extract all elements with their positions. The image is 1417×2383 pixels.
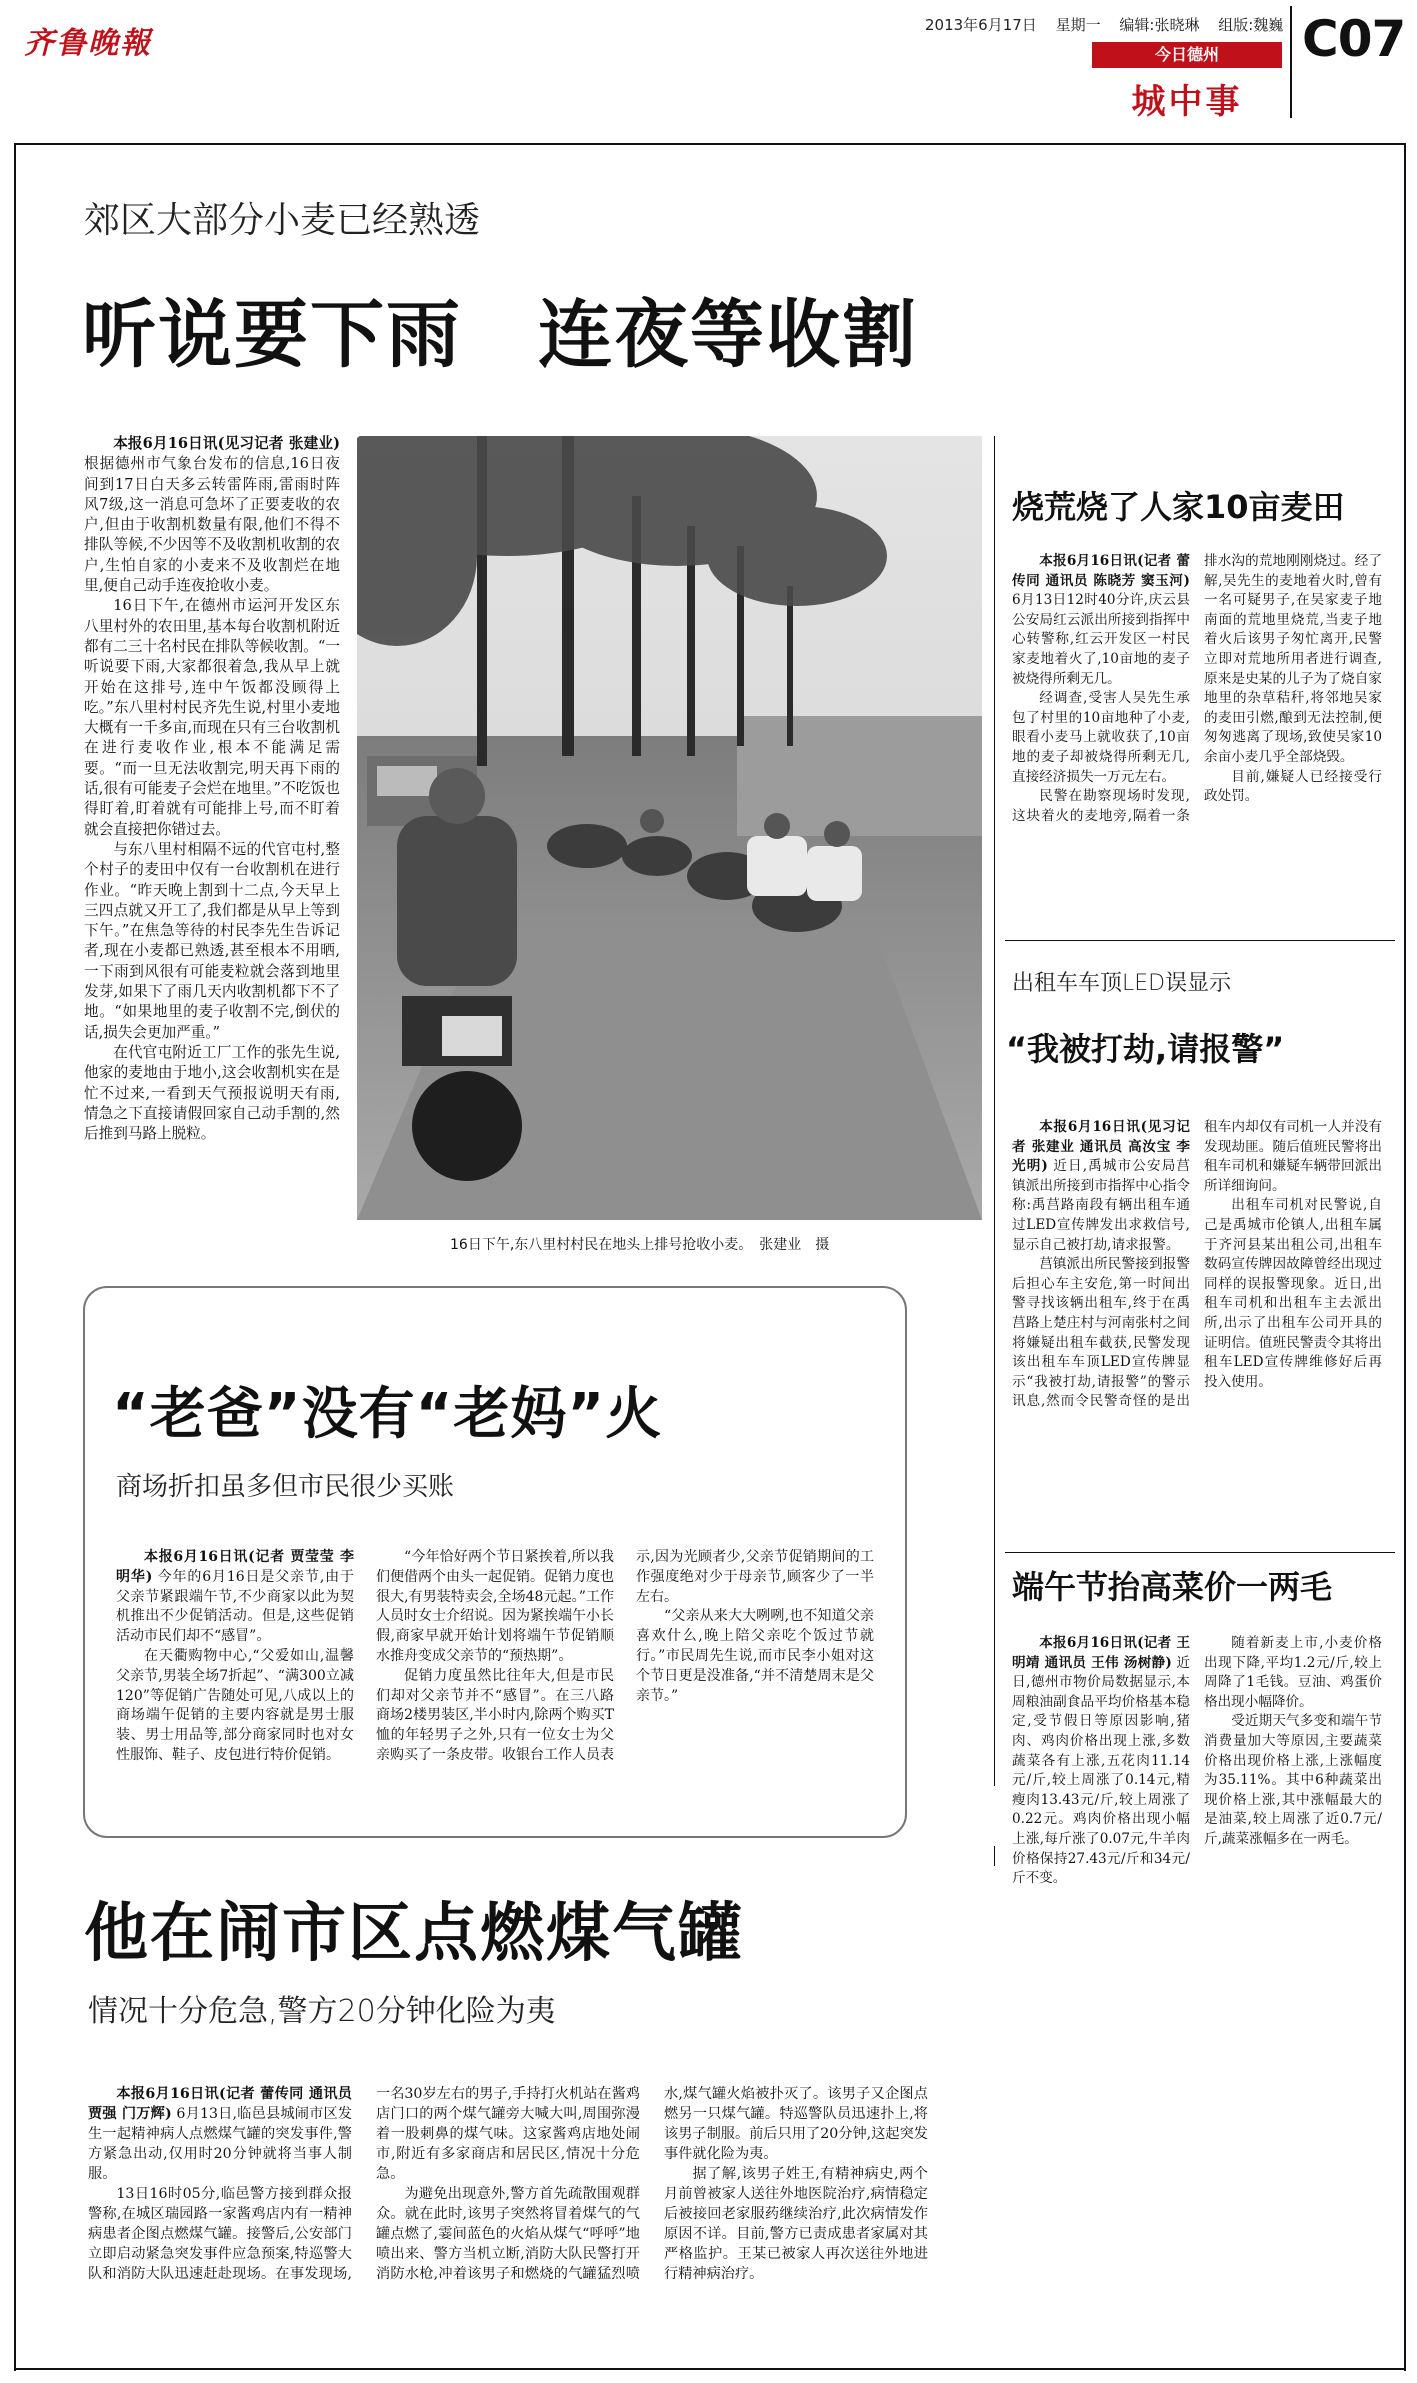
frame-right (1404, 143, 1406, 2371)
header-meta (925, 14, 1297, 35)
layout-editor: 组版:魏巍 (1218, 16, 1284, 34)
father-headline: “老爸”没有“老妈”火 (112, 1382, 663, 1447)
gas-headline: 他在闹市区点燃煤气罐 (84, 1897, 744, 1971)
editor: 编辑:张晓琳 (1119, 16, 1200, 34)
fire-paragraph: 民警在勘察现场时发现,这块着火的麦地旁,隔着一条排水沟的荒地刚刚烧过。经了解,吴先生的麦地着火时,曾有一名可疑男子,在吴家麦子地南面的荒地里烧荒,当麦子地着火后该男子匆忙离开,民警立即对荒地所用者进行调查,原来是史某的儿子为了烧自家地里的杂草秸秆,将邻地吴家的麦田引燃,酿到无法控制,便匆匆逃离了现场,致使吴家10余亩小麦几乎全部烧毁。 (1012, 553, 1382, 824)
lead-headline: 听说要下雨 连夜等收割 (82, 292, 918, 378)
fire-paragraph: 6月13日12时40分许,庆云县公安局红云派出所接到指挥中心转警称,红云开发区一村民家麦地着火了,10亩地的麦子被烧得所剩无几。 (1012, 592, 1190, 687)
weekday: 星期一 (1055, 16, 1101, 34)
story-divider (1005, 940, 1395, 941)
lead-byline: 本报6月16日讯(见习记者 张建业) (113, 435, 340, 452)
fire-article (1012, 552, 1382, 912)
taxi-headline: “我被打劫,请报警” (1006, 1030, 1285, 1068)
column-divider (994, 1846, 995, 1866)
father-paragraph: “今年恰好两个节日紧挨着,所以我们便借两个由头一起促销。促销力度也很大,有男装特卖会,全场48元起。”工作人员时女士介绍说。因为紧挨端午小长假,商家早就开始计划将端午节促销顺水推舟变成父亲节的“预热期”。 (376, 1549, 614, 1664)
photo-caption: 16日下午,东八里村村民在地头上排号抢收小麦。 张建业 摄 (450, 1237, 830, 1253)
gas-article (88, 2084, 928, 2358)
taxi-paragraph: 莒镇派出所民警接到报警后担心车主安危,第一时间出警寻找该辆出租车,终于在禹莒路上楚庄村与河南张村之间将嫌疑出租车截获,民警发现该出租车车顶LED宣传牌显示“我被打劫,请报警”的警示讯息,然而令民警奇怪的是出租车内却仅有司机一人并没有发现劫匪。随后值班民警将出租车司机和嫌疑车辆带回派出所详细询问。 (1012, 1119, 1382, 1410)
father-paragraph: 在天衢购物中心,“父爱如山,温馨父亲节,男装全场7折起”、“满300立减120”等促销广告随处可见,八成以上的商场端午促销的主要内容就是男士服装、男士用品等,部分商家同时也对女性服饰、鞋子、皮包进行特价促销。 (116, 1647, 354, 1763)
father-paragraph: 今年的6月16日是父亲节,由于父亲节紧跟端午节,不少商家以此为契机推出不少促销活动。但是,这些促销活动市民们却不“感冒”。 (116, 1568, 354, 1645)
header-divider (1290, 6, 1292, 118)
fire-headline: 烧荒烧了人家10亩麦田 (1012, 488, 1345, 526)
veg-paragraph: 随着新麦上市,小麦价格出现下降,平均1.2元/斤,较上周降了1毛钱。豆油、鸡蛋价格出现小幅降价。 (1204, 1635, 1382, 1710)
story-divider (1005, 1552, 1395, 1553)
edition-tag: 今日德州 (1092, 42, 1282, 68)
fire-paragraph: 目前,嫌疑人已经接受行政处罚。 (1204, 768, 1382, 805)
taxi-paragraph: 出租车司机对民警说,自己是禹城市伦镇人,出租车属于齐河县某出租公司,出租车数码宣传牌因故障曾经出现过同样的误报警现象。近日,出租车司机和出租车主去派出所,出示了出租车公司开具的证明信。值班民警责令其将出租车LED宣传牌维修好后再投入使用。 (1204, 1197, 1382, 1390)
taxi-byline: 本报6月16日讯(见习记者 张建业 通讯员 高汝宝 李光明) (1012, 1119, 1190, 1175)
lead-paragraph: 根据德州市气象台发布的信息,16日夜间到17日白天多云转雷阵雨,雷雨时阵风7级,这一消息可急坏了正要麦收的农户,但由于收割机数量有限,他们不得不排队等候,不少因等不及收割机收割的农户,生怕自家的小麦来不及收割烂在地里,便自己动手连夜抢收小麦。 (84, 455, 340, 595)
lead-paragraph: 16日下午,在德州市运河开发区东八里村外的农田里,基本每台收割机附近都有二三十名村民在排队等候收割。“一听说要下雨,大家都很着急,我从早上就开始在这排号,连中午饭都没顾得上吃。”东八里村村民齐先生说,村里小麦地大概有一千多亩,而现在只有三台收割机在进行麦收作业,根本不能满足需要。“而一旦无法收割完,明天再下雨的话,很有可能麦子会烂在地里。”不吃饭也得盯着,盯着就有可能排上号,而不盯着就会直接把你错过去。 (84, 597, 340, 838)
veg-headline: 端午节抬高菜价一两毛 (1012, 1568, 1333, 1606)
veg-paragraph: 近日,德州市物价局数据显示,本周粮油副食品平均价格基本稳定,受节假日等原因影响,猪肉、鸡肉价格出现上涨,多数蔬菜各有上涨,五花肉11.14元/斤,较上周涨了0.14元,精瘦肉13.43元/斤,较上周涨了0.22元。鸡肉价格出现小幅上涨,每斤涨了0.07元,牛羊肉价格保持27.43元/斤和34元/斤不变。 (1012, 1654, 1190, 1887)
issue-date: 2013年6月17日 (925, 16, 1037, 34)
veg-byline: 本报6月16日讯(记者 王明靖 通讯员 王伟 汤树静) (1012, 1635, 1190, 1671)
lead-kicker: 郊区大部分小麦已经熟透 (84, 200, 481, 241)
gas-paragraph: 为避免出现意外,警方首先疏散围观群众。就在此时,该男子突然将冒着煤气的气罐点燃了,霎间蓝色的火焰从煤气“呼呼”地喷出来、警方当机立断,消防大队民警打开消防水枪,冲着该男子和燃烧的气罐猛烈喷水,煤气罐火焰被扑灭了。该男子又企图点燃另一只煤气罐。特巡警队员迅速扑上,将该男子制服。前后只用了20分钟,这起突发事件就化险为夷。 (376, 2086, 928, 2282)
veg-paragraph: 受近期天气多变和端午节消费量加大等原因,主要蔬菜价格出现价格上涨,上涨幅度为35.11%。其中6种蔬菜出现价格上涨,其中涨幅最大的是油菜,较上周涨了近0.7元/斤,蔬菜涨幅多在一两毛。 (1204, 1713, 1382, 1847)
frame-bottom (14, 2368, 1406, 2370)
lead-paragraph: 与东八里村相隔不远的代官屯村,整个村子的麦田中仅有一台收割机在进行作业。“昨天晚上割到十二点,今天早上三四点就又开工了,我们都是从早上等到下午。”在焦急等待的村民李先生告诉记者,现在小麦都已熟透,甚至根本不用晒,一下雨到风很有可能麦粒就会落到地里发芽,如果下了雨几天内收割机都下不了地。“如果地里的麦子收割不完,倒伏的话,损失会更加严重。” (84, 840, 340, 1041)
header-rule (14, 143, 1406, 145)
taxi-paragraph: 近日,禹城市公安局莒镇派出所接到市指挥中心指令称:禹莒路南段有辆出租车通过LED宣传牌发出求救信号,显示自己被打劫,请求报警。 (1012, 1158, 1190, 1253)
gas-kicker: 情况十分危急,警方20分钟化险为夷 (88, 1994, 556, 2029)
column-divider (994, 436, 995, 1786)
photo-illustration (357, 436, 982, 1220)
father-paragraph: “父亲从来大大咧咧,也不知道父亲喜欢什么,晚上陪父亲吃个饭过节就行。”市民周先生说,而市民李小姐对这个节日更是没准备,“并不清楚周末是父亲节。” (636, 1608, 874, 1704)
fire-byline: 本报6月16日讯(记者 蕾传同 通讯员 陈晓芳 窦玉河) (1012, 553, 1190, 589)
father-article (116, 1548, 874, 1810)
lead-paragraph: 在代官屯附近工厂工作的张先生说,他家的麦地由于地小,这会收割机实在是忙不过来,一看到天气预报说明天有雨,情急之下直接请假回家自己动手割的,然后推到马路上脱粒。 (84, 1043, 340, 1143)
gas-paragraph: 13日16时05分,临邑警方接到群众报警称,在城区瑞园路一家酱鸡店内有一精神病患者企图点燃煤气罐。接警后,公安部门立即启动紧急突发事件应急预案,特巡警大队和消防大队迅速赶赴现场。在事发现场,一名30岁左右的男子,手持打火机站在酱鸡店门口的两个煤气罐旁大喊大叫,周围弥漫着一股刺鼻的煤气味。这家酱鸡店地处闹市,附近有多家商店和居民区,情况十分危急。 (88, 2086, 640, 2282)
section-title: 城中事 (1131, 82, 1243, 122)
father-paragraph: 促销力度虽然比往年大,但是市民们却对父亲节并不“感冒”。在三八路商场2楼男装区,半小时内,除两个购买T恤的年轻男子之外,只有一位女士为父亲购买了一条皮带。收银台工作人员表示,因为光顾者少,父亲节促销期间的工作强度绝对少于母亲节,顾客少了一半左右。 (376, 1549, 874, 1763)
taxi-article (1012, 1118, 1382, 1538)
masthead-logo: 齐鲁晚報 (24, 26, 152, 61)
frame-left (14, 143, 16, 2371)
veg-article (1012, 1634, 1382, 1944)
gas-paragraph: 据了解,该男子姓王,有精神病史,两个月前曾被家人送往外地医院治疗,病情稳定后被接回老家服药继续治疗,此次病情发作原因不详。目前,警方已责成患者家属对其严格监护。王某已被家人再次送往外地进行精神病治疗。 (664, 2166, 928, 2282)
gas-byline: 本报6月16日讯(记者 蕾传同 通讯员 贾强 门万辉) (88, 2086, 352, 2122)
lead-photo (357, 436, 982, 1220)
fire-paragraph: 经调查,受害人吴先生承包了村里的10亩地种了小麦,眼看小麦马上就收获了,10亩地的麦子却被烧得所剩无几,直接经济损失一万元左右。 (1012, 690, 1190, 785)
lead-article-column (84, 434, 340, 1304)
page-number: C07 (1302, 10, 1406, 68)
father-byline: 本报6月16日讯(记者 贾莹莹 李明华) (116, 1549, 354, 1585)
gas-paragraph: 6月13日,临邑县城闹市区发生一起精神病人点燃煤气罐的突发事件,警方紧急出动,仅用时20分钟就将当事人制服。 (88, 2106, 353, 2182)
taxi-kicker: 出租车车顶LED误显示 (1012, 971, 1232, 996)
father-kicker: 商场折扣虽多但市民很少买账 (116, 1472, 455, 1502)
